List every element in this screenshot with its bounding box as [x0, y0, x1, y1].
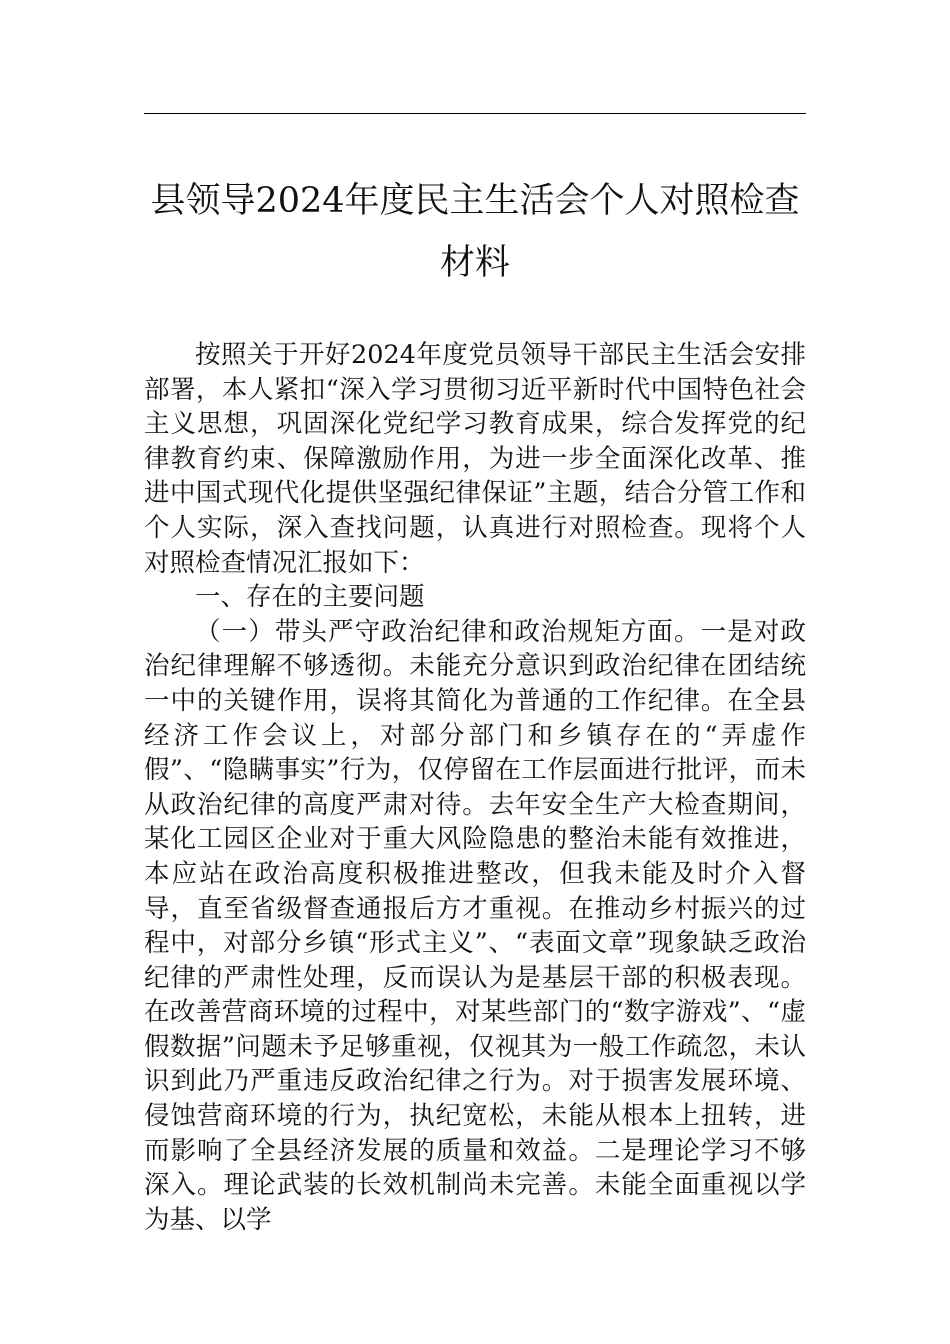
section-heading: 一、存在的主要问题	[195, 582, 425, 613]
header-rule	[144, 113, 806, 114]
section-paragraph: （一）带头严守政治纪律和政治规矩方面。一是对政治纪律理解不够透彻。未能充分意识到政治纪律在团结统一中的关键作用，误将其简化为普通的工作纪律。在全县经济工作会议上，对部分部门和乡镇存在的“弄虚作假”、“隐瞒事实”行为，仅停留在工作层面进行批评，而未从政治纪律的高度严肃对待。去年安全生产大检查期间，某化工园区企业对于重大风险隐患的整治未能有效推进，本应站在政治高度积极推进整改，但我未能及时介入督导，直至省级督查通报后方才重视。在推动乡村振兴的过程中，对部分乡镇“形式主义”、“表面文章”现象缺乏政治纪律的严肃性处理，反而误认为是基层干部的积极表现。在改善营商环境的过程中，对某些部门的“数字游戏”、“虚假数据”问题未予足够重视，仅视其为一般工作疏忽，未认识到此乃严重违反政治纪律之行为。对于损害发展环境、侵蚀营商环境的行为，执纪宽松，未能从根本上扭转，进而影响了全县经济发展的质量和效益。二是理论学习不够深入。理论武装的长效机制尚未完善。未能全面重视以学为基、以学	[144, 616, 806, 1235]
title-line-1: 县领导2024年度民主生活会个人对照检查	[150, 181, 800, 221]
title-line-2: 材料	[439, 243, 510, 283]
document-title	[144, 170, 806, 294]
intro-paragraph: 按照关于开好2024年度党员领导干部民主生活会安排部署，本人紧扣“深入学习贯彻习近平新时代中国特色社会主义思想，巩固深化党纪学习教育成果，综合发挥党的纪律教育约束、保障激励作用，为进一步全面深化改革、推进中国式现代化提供坚强纪律保证”主题，结合分管工作和个人实际，深入查找问题，认真进行对照检查。现将个人对照检查情况汇报如下：	[144, 340, 806, 578]
document-body	[144, 338, 806, 1237]
